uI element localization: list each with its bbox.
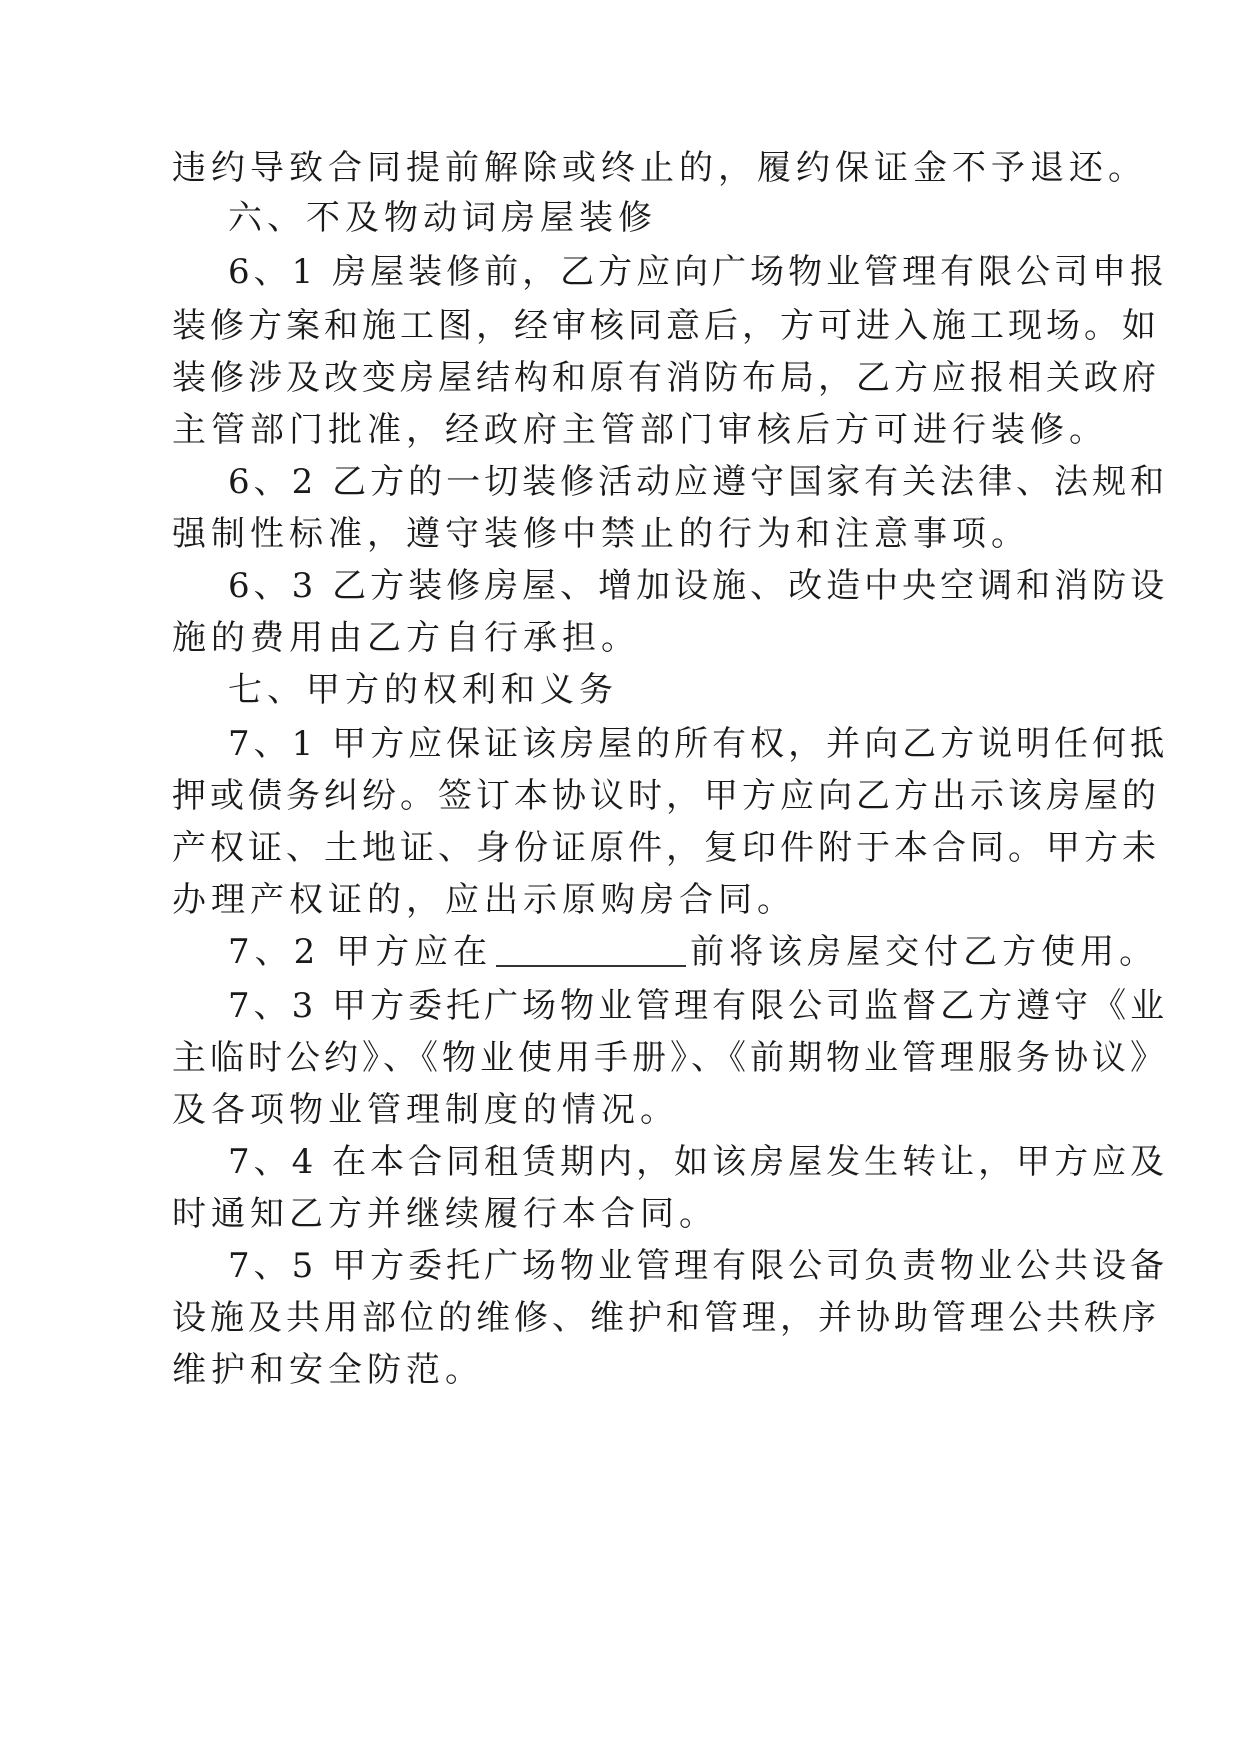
paragraph-line: 6、1 房屋装修前，乙方应向广场物业管理有限公司申报 [228, 252, 1169, 292]
paragraph-line: 7、5 甲方委托广场物业管理有限公司负责物业公共设备 [228, 1246, 1169, 1286]
section-heading: 七、甲方的权利和义务 [228, 670, 618, 710]
paragraph-line: 办理产权证的，应出示原购房合同。 [172, 880, 796, 920]
paragraph-line: 主临时公约》、《物业使用手册》、《前期物业管理服务协议》 [172, 1038, 1168, 1078]
line-text-before-blank: 7、2 甲方应在 [228, 932, 493, 972]
paragraph-line: 设施及共用部位的维修、维护和管理，并协助管理公共秩序 [172, 1298, 1160, 1338]
section-heading: 六、不及物动词房屋装修 [228, 198, 657, 238]
paragraph-line: 主管部门批准，经政府主管部门审核后方可进行装修。 [172, 410, 1108, 450]
paragraph-line: 6、2 乙方的一切装修活动应遵守国家有关法律、法规和 [228, 462, 1169, 502]
fill-in-blank [496, 935, 686, 967]
paragraph-line: 装修涉及改变房屋结构和原有消防布局，乙方应报相关政府 [172, 358, 1160, 398]
paragraph-line: 7、4 在本合同租赁期内，如该房屋发生转让，甲方应及 [228, 1142, 1169, 1182]
paragraph-line: 装修方案和施工图，经审核同意后，方可进入施工现场。如 [172, 306, 1160, 346]
paragraph-line-with-blank [228, 932, 1158, 972]
line-text-after-blank: 前将该房屋交付乙方使用。 [690, 932, 1159, 972]
paragraph-line: 7、3 甲方委托广场物业管理有限公司监督乙方遵守《业 [228, 986, 1169, 1026]
paragraph-line: 强制性标准，遵守装修中禁止的行为和注意事项。 [172, 514, 1030, 554]
paragraph-line: 产权证、土地证、身份证原件，复印件附于本合同。甲方未 [172, 828, 1160, 868]
paragraph-line: 时通知乙方并继续履行本合同。 [172, 1194, 718, 1234]
paragraph-line: 施的费用由乙方自行承担。 [172, 618, 640, 658]
paragraph-line: 及各项物业管理制度的情况。 [172, 1090, 679, 1130]
paragraph-line: 押或债务纠纷。签订本协议时，甲方应向乙方出示该房屋的 [172, 776, 1160, 816]
paragraph-line: 6、3 乙方装修房屋、增加设施、改造中央空调和消防设 [228, 566, 1169, 606]
paragraph-line: 7、1 甲方应保证该房屋的所有权，并向乙方说明任何抵 [228, 724, 1169, 764]
paragraph-line: 维护和安全防范。 [172, 1350, 484, 1390]
paragraph-line: 违约导致合同提前解除或终止的，履约保证金不予退还。 [172, 148, 1147, 188]
